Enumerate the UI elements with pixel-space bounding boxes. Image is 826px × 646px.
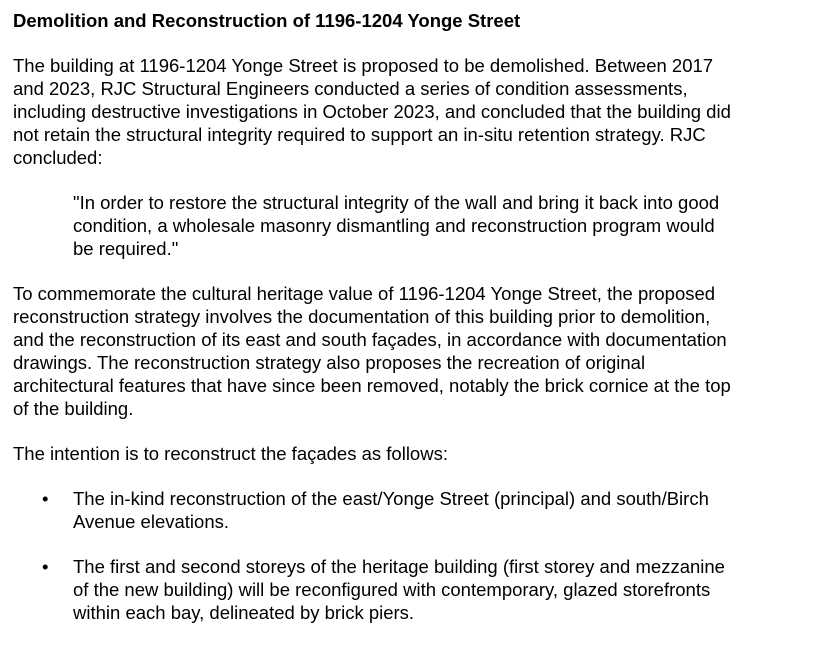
document-page [13,9,813,646]
paragraph-condition-assessment: The building at 1196-1204 Yonge Street is proposed to be demolished. Between 2017 and 2023, RJC Structural Engineers conducted a series of condition assessments, including destructive investigations in October 2023, and concluded that the building did not retain the structural integrity required to support an in-situ retention strategy. RJC concluded: [13,55,731,168]
bullet-text: The first and second storeys of the heritage building (first storey and mezzanine of the new building) will be reconfigured with contemporary, glazed storefronts within each bay, delineated by brick piers. [73,556,725,623]
bullet-icon: • [42,556,49,577]
facade-bullet-list [13,487,813,624]
bullet-icon: • [42,488,49,509]
list-item [13,555,813,624]
list-item [13,487,813,533]
document-title: Demolition and Reconstruction of 1196-1204 Yonge Street [13,10,521,31]
paragraph-intention: The intention is to reconstruct the façades as follows: [13,443,448,464]
bullet-text: The in-kind reconstruction of the east/Yonge Street (principal) and south/Birch Avenue elevations. [73,488,709,532]
block-quote-rjc: "In order to restore the structural integrity of the wall and bring it back into good condition, a wholesale masonry dismantling and reconstruction program would be required." [73,192,720,259]
paragraph-commemoration: To commemorate the cultural heritage value of 1196-1204 Yonge Street, the proposed reconstruction strategy involves the documentation of this building prior to demolition, and the reconstruction of its east and south façades, in accordance with documentation drawings. The reconstruction strategy also proposes the recreation of original architectural features that have since been removed, notably the brick cornice at the top of the building. [13,283,731,419]
